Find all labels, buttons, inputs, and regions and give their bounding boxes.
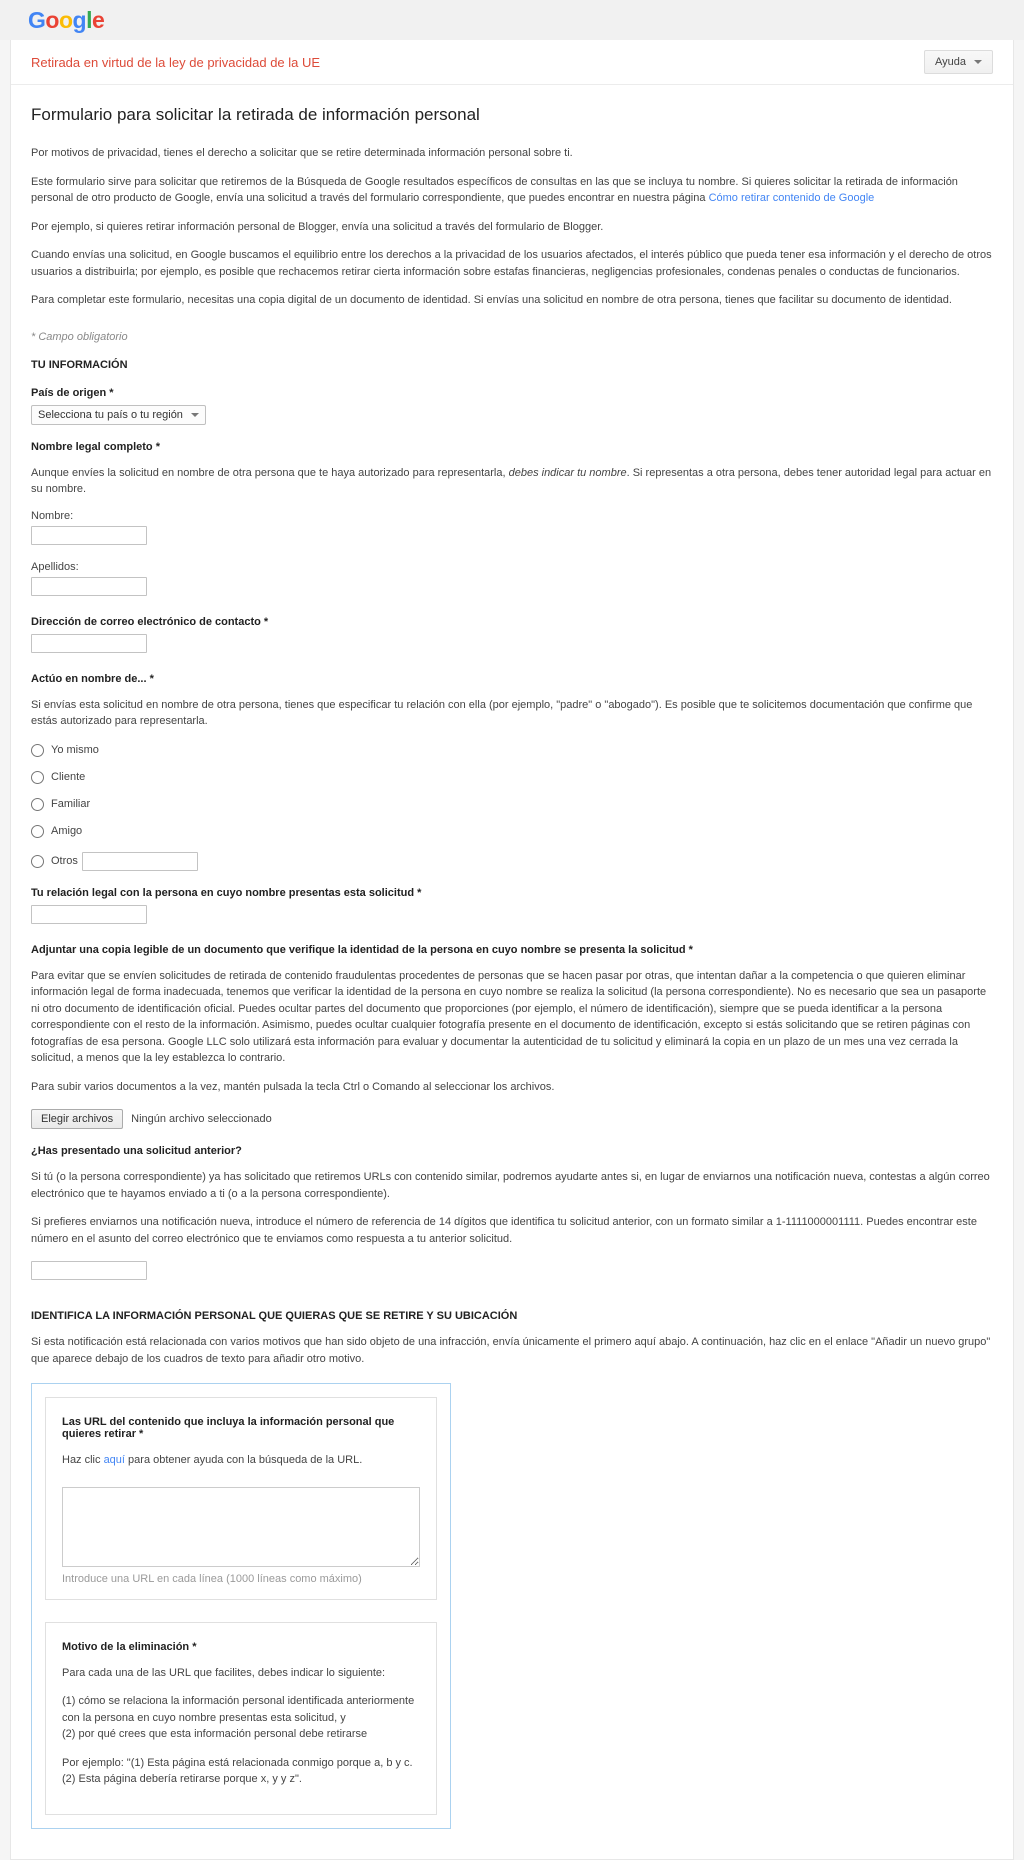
section-identify-information: IDENTIFICA LA INFORMACIÓN PERSONAL QUE QUIERAS QUE SE RETIRE Y SU UBICACIÓN	[31, 1310, 518, 1322]
behalf-radio-friend[interactable]	[31, 825, 44, 838]
behalf-option-other[interactable]	[31, 852, 993, 871]
logo-letter: G	[28, 6, 46, 33]
behalf-option-label: Cliente	[51, 771, 86, 783]
behalf-other-field[interactable]	[82, 852, 198, 871]
legal-relation-field[interactable]	[31, 905, 147, 924]
behalf-radio-other[interactable]	[31, 855, 44, 868]
attach-id-copy-paragraph-1: Para evitar que se envíen solicitudes de retirada de contenido fraudulentas procedentes de personas que se hacen pasar por otras, que intentan dañar a la competencia o que quieren eliminar información legal de forma inadecuada, tenemos que verificar la identidad de la persona en cuyo nombre se realiza la solicitud (la persona correspondiente). No es necesario que sea un pasaporte ni otro documento de identificación oficial. Puedes ocultar partes del documento que proporciones (por ejemplo, el número de identificación), siempre que se pueda identificar a la persona correspondiente con el resto de la información. Asimismo, puedes ocultar cualquier fotografía presente en el documento de identificación, excepto si estás solicitando que se retiren páginas con fotografías de esa persona. Google LLC solo utilizará esta información para evaluar y documentar la autenticidad de tu solicitud y eliminará la copia en un plazo de un mes una vez cerrada la solicitud, a menos que la ley establezca lo contrario.	[31, 969, 987, 1064]
first-name-label: Nombre:	[31, 509, 74, 522]
logo-letter: o	[58, 6, 73, 33]
behalf-radio-client[interactable]	[31, 771, 44, 784]
file-upload-row	[31, 1109, 993, 1129]
required-field-note: * Campo obligatorio	[31, 330, 128, 343]
urls-textarea[interactable]	[62, 1487, 420, 1567]
help-button-label: Ayuda	[935, 56, 966, 68]
previous-request-label: ¿Has presentado una solicitud anterior?	[31, 1145, 242, 1157]
chevron-down-icon	[974, 60, 982, 64]
google-logo	[28, 7, 104, 34]
identify-paragraph: Si esta notificación está relacionada con varios motivos que han sido objeto de una infracción, envía únicamente el primero aquí abajo. A continuación, haz clic en el enlace "Añadir un nuevo grupo" que aparece debajo de los cuadros de texto para añadir otro motivo.	[31, 1336, 991, 1365]
attach-id-copy-paragraph-2: Para subir varios documentos a la vez, mantén pulsada la tecla Ctrl o Comando al seleccionar los archivos.	[31, 1080, 555, 1093]
legal-name-help	[31, 465, 993, 498]
removal-reason-box	[45, 1622, 437, 1815]
previous-reference-field[interactable]	[31, 1261, 147, 1280]
form-title: Retirada en virtud de la ley de privacidad de la UE	[31, 54, 321, 70]
urls-help-pre: Haz clic	[62, 1454, 104, 1466]
removal-reason-example: Por ejemplo: "(1) Esta página está relacionada conmigo porque a, b y c. (2) Esta página debería retirarse porque x, y y z".	[62, 1756, 413, 1785]
page-card	[10, 40, 1014, 1860]
page-title: Formulario para solicitar la retirada de información personal	[31, 105, 480, 124]
choose-files-button[interactable]: Elegir archivos	[31, 1109, 123, 1129]
legal-name-label: Nombre legal completo *	[31, 440, 160, 453]
logo-letter: l	[86, 6, 92, 33]
no-file-selected-text: Ningún archivo seleccionado	[131, 1113, 272, 1125]
behalf-option-label: Amigo	[51, 825, 83, 837]
help-button[interactable]	[924, 50, 993, 74]
urls-help-post: para obtener ayuda con la búsqueda de la URL.	[124, 1454, 363, 1466]
logo-letter: g	[72, 6, 87, 33]
form-content	[11, 85, 1013, 1859]
top-header-band	[0, 0, 1024, 40]
behalf-option-label: Yo mismo	[51, 744, 99, 756]
removal-reason-point-1: (1) cómo se relaciona la información personal identificada anteriormente con la persona en cuyo nombre presentas esta solicitud, y	[62, 1695, 415, 1724]
removal-group-box	[31, 1383, 451, 1829]
logo-letter: o	[45, 6, 59, 33]
behalf-option-family[interactable]	[31, 798, 993, 811]
form-title-bar	[11, 40, 1013, 85]
country-label: País de origen *	[31, 386, 114, 399]
last-name-field[interactable]	[31, 577, 147, 596]
behalf-option-myself[interactable]	[31, 744, 993, 757]
intro-paragraph-3: Por ejemplo, si quieres retirar información personal de Blogger, envía una solicitud a través del formulario de Blogger.	[31, 220, 604, 233]
urls-hint: Introduce una URL en cada línea (1000 líneas como máximo)	[62, 1572, 362, 1585]
first-name-field[interactable]	[31, 526, 147, 545]
legal-relation-label: Tu relación legal con la persona en cuyo nombre presentas esta solicitud *	[31, 886, 422, 899]
removal-reason-points	[62, 1693, 420, 1743]
legal-name-help-emphasis: debes indicar tu nombre	[508, 466, 627, 479]
acting-on-behalf-label: Actúo en nombre de... *	[31, 672, 154, 685]
country-select[interactable]	[31, 405, 206, 425]
last-name-label: Apellidos:	[31, 560, 79, 573]
intro-paragraph-5: Para completar este formulario, necesitas una copia digital de un documento de identidad. Si envías una solicitud en nombre de otra persona, tienes que facilitar su documento de identidad.	[31, 294, 952, 306]
urls-box	[45, 1397, 437, 1600]
behalf-option-label: Otros	[51, 855, 78, 867]
how-to-remove-content-link[interactable]: Cómo retirar contenido de Google	[708, 192, 875, 204]
acting-on-behalf-help: Si envías esta solicitud en nombre de otra persona, tienes que especificar tu relación con ella (por ejemplo, "padre" o "abogado"). Es posible que te solicitemos documentación que confirme que estás autorizado para representarla.	[31, 698, 973, 727]
behalf-option-friend[interactable]	[31, 825, 993, 838]
removal-reason-label: Motivo de la eliminación *	[62, 1640, 197, 1653]
logo-letter: e	[91, 6, 105, 33]
behalf-option-client[interactable]	[31, 771, 993, 784]
section-your-information: TU INFORMACIÓN	[31, 358, 128, 371]
legal-name-help-pre: Aunque envíes la solicitud en nombre de otra persona que te haya autorizado para representarla,	[31, 466, 509, 479]
legal-name-help-post: . Si representas a otra persona, debes tener autoridad legal para actuar en su nombre.	[31, 466, 992, 495]
urls-help	[62, 1452, 420, 1469]
select-arrow-icon	[191, 413, 199, 417]
urls-label: Las URL del contenido que incluya la información personal que quieres retirar *	[62, 1416, 395, 1440]
intro-paragraph-2-text: Este formulario sirve para solicitar que retiremos de la Búsqueda de Google resultados específicos de consultas en las que se incluya tu nombre. Si quieres solicitar la retirada de información personal de otro producto de Google, envía una solicitud a través del formulario correspondiente, que puedes encontrar en nuestra página	[31, 175, 958, 204]
contact-email-field[interactable]	[31, 634, 147, 653]
behalf-radio-family[interactable]	[31, 798, 44, 811]
intro-paragraph-1: Por motivos de privacidad, tienes el derecho a solicitar que se retire determinada información personal sobre ti.	[31, 147, 573, 159]
removal-reason-intro: Para cada una de las URL que facilites, debes indicar lo siguiente:	[62, 1666, 386, 1679]
url-help-link[interactable]: aquí	[103, 1454, 125, 1466]
country-select-value: Selecciona tu país o tu región	[38, 408, 183, 421]
intro-paragraph-4: Cuando envías una solicitud, en Google buscamos el equilibrio entre los derechos a la privacidad de los usuarios afectados, el interés público que pueda tener esa información y el derecho de otros usuarios a distribuirla; por ejemplo, es posible que rechacemos retirar cierta información sobre estafas financieras, negligencias profesionales, condenas penales o conductas de funcionarios.	[31, 249, 992, 278]
behalf-option-label: Familiar	[51, 798, 91, 810]
previous-request-paragraph-1: Si tú (o la persona correspondiente) ya has solicitado que retiremos URLs con contenido similar, podremos ayudarte antes si, en lugar de enviarnos una notificación nueva, contestas a algún correo electrónico que te hayamos enviado a ti (o a la persona correspondiente).	[31, 1171, 990, 1200]
removal-reason-point-2: (2) por qué crees que esta información personal debe retirarse	[62, 1728, 368, 1740]
behalf-radio-myself[interactable]	[31, 744, 44, 757]
contact-email-label: Dirección de correo electrónico de contacto *	[31, 615, 269, 628]
previous-request-paragraph-2: Si prefieres enviarnos una notificación nueva, introduce el número de referencia de 14 dígitos que identifica tu solicitud anterior, con un formato similar a 1-1111000001111. Puedes encontrar este número en el asunto del correo electrónico que te enviamos como respuesta a tu anterior solicitud.	[31, 1216, 977, 1245]
intro-paragraph-2	[31, 174, 993, 207]
attach-id-copy-label: Adjuntar una copia legible de un documento que verifique la identidad de la persona en cuyo nombre se presenta la solicitud *	[31, 943, 693, 956]
